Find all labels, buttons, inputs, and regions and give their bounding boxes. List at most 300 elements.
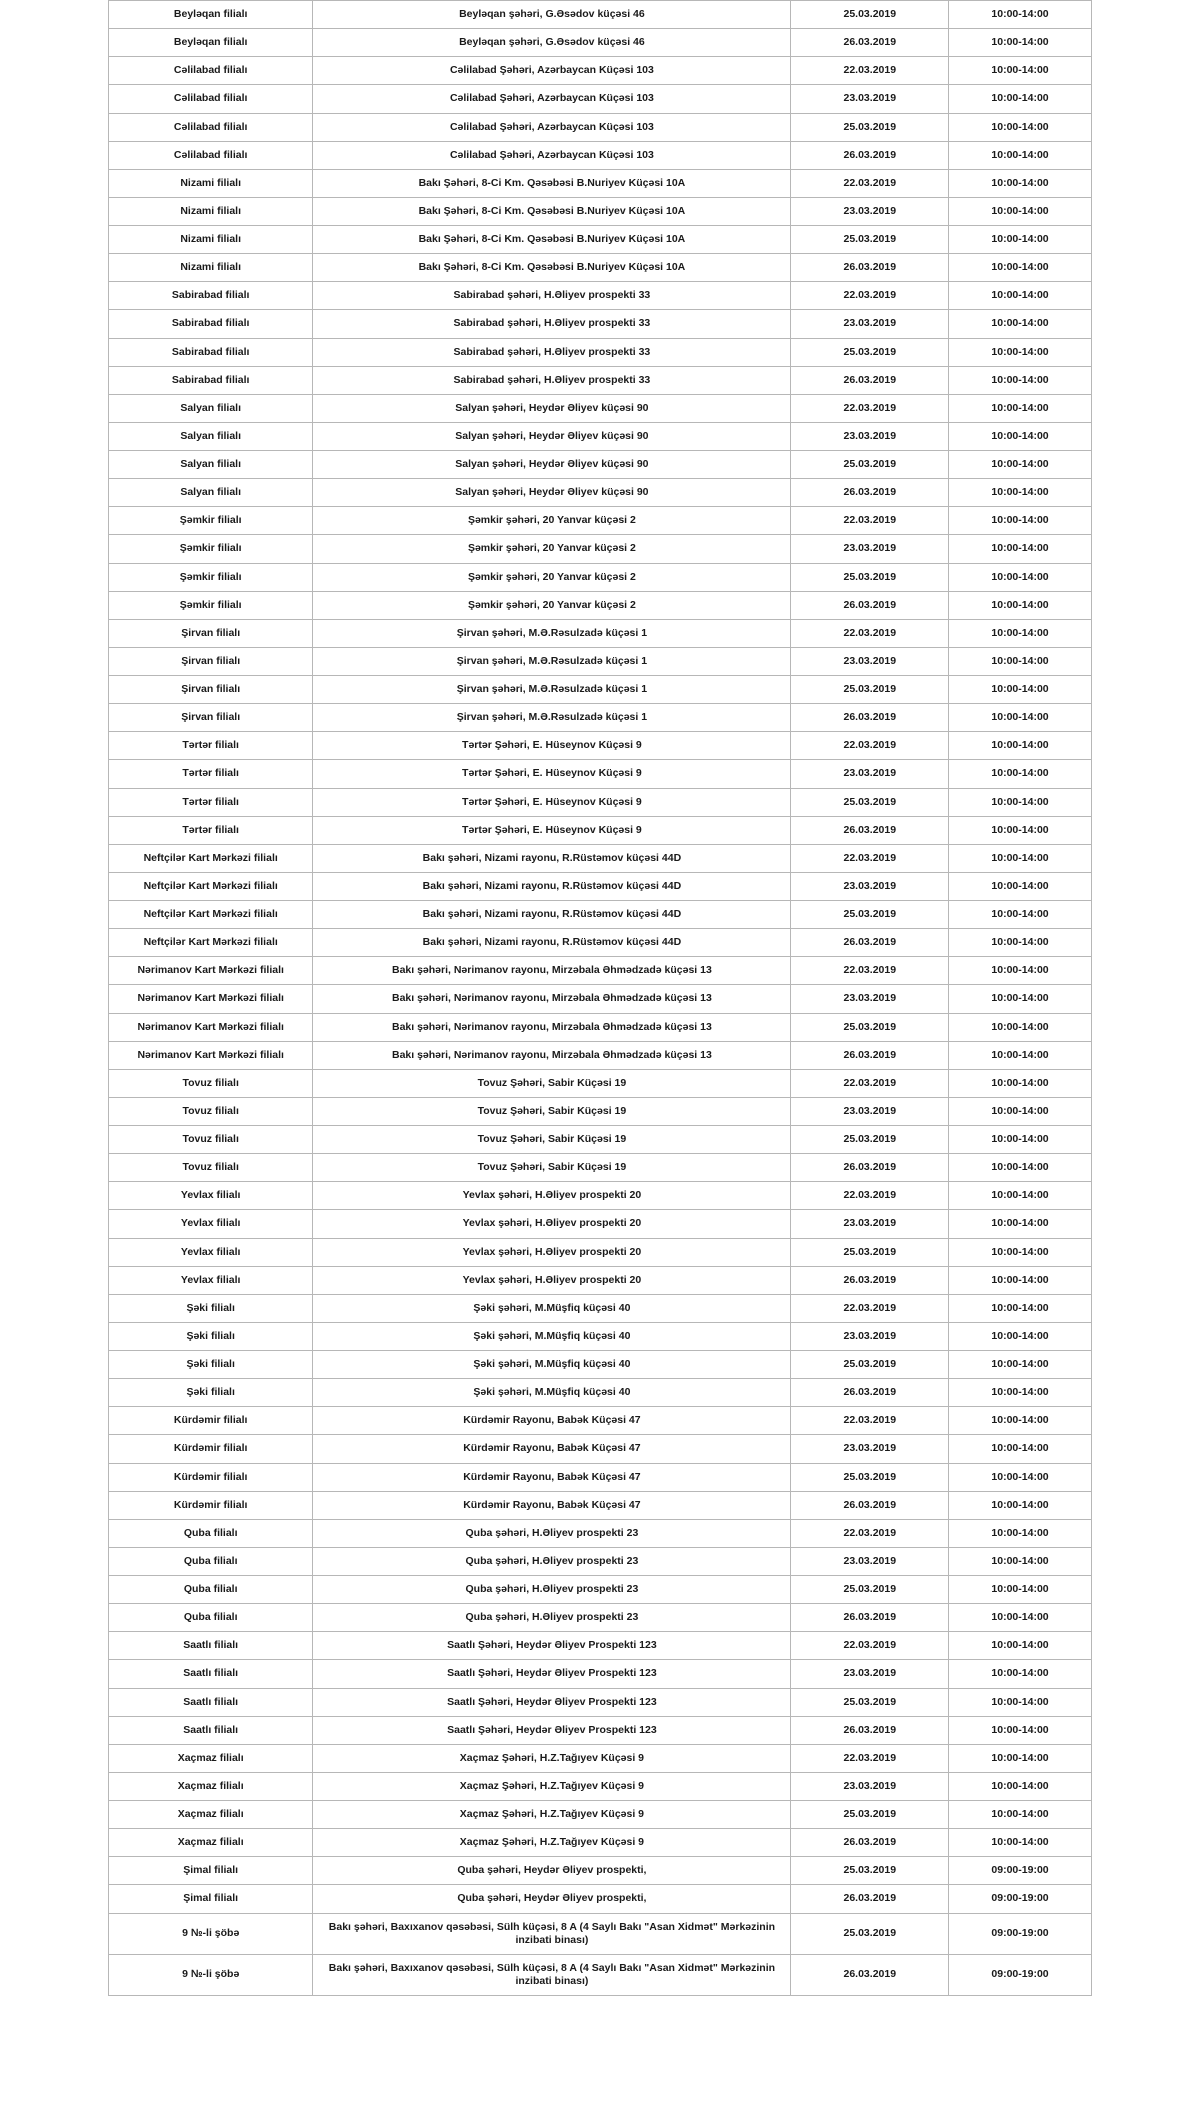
cell-branch-address: Şirvan şəhəri, M.Ə.Rəsulzadə küçəsi 1 bbox=[313, 676, 791, 704]
cell-branch-address: Tovuz Şəhəri, Sabir Küçəsi 19 bbox=[313, 1097, 791, 1125]
table-row bbox=[109, 1379, 1092, 1407]
cell-branch-name: Salyan filialı bbox=[109, 479, 313, 507]
cell-branch-name: Sabirabad filialı bbox=[109, 338, 313, 366]
cell-time: 10:00-14:00 bbox=[949, 929, 1092, 957]
table-row bbox=[109, 507, 1092, 535]
cell-branch-name: Tovuz filialı bbox=[109, 1126, 313, 1154]
cell-date: 26.03.2019 bbox=[791, 816, 949, 844]
cell-date: 25.03.2019 bbox=[791, 338, 949, 366]
cell-branch-address: Sabirabad şəhəri, H.Əliyev prospekti 33 bbox=[313, 366, 791, 394]
cell-branch-address: Tovuz Şəhəri, Sabir Küçəsi 19 bbox=[313, 1069, 791, 1097]
cell-branch-address: Beyləqan şəhəri, G.Əsədov küçəsi 46 bbox=[313, 29, 791, 57]
cell-date: 25.03.2019 bbox=[791, 113, 949, 141]
cell-date: 25.03.2019 bbox=[791, 226, 949, 254]
cell-branch-address: Kürdəmir Rayonu, Babək Küçəsi 47 bbox=[313, 1407, 791, 1435]
cell-branch-address: Bakı Şəhəri, 8-Ci Km. Qəsəbəsi B.Nuriyev Küçəsi 10A bbox=[313, 226, 791, 254]
cell-branch-name: 9 №-li şöbə bbox=[109, 1913, 313, 1954]
cell-time: 10:00-14:00 bbox=[949, 901, 1092, 929]
cell-branch-address: Şəmkir şəhəri, 20 Yanvar küçəsi 2 bbox=[313, 563, 791, 591]
cell-time: 10:00-14:00 bbox=[949, 1491, 1092, 1519]
cell-time: 10:00-14:00 bbox=[949, 788, 1092, 816]
cell-time: 10:00-14:00 bbox=[949, 1801, 1092, 1829]
cell-date: 23.03.2019 bbox=[791, 422, 949, 450]
cell-date: 22.03.2019 bbox=[791, 394, 949, 422]
cell-branch-name: 9 №-li şöbə bbox=[109, 1954, 313, 1995]
cell-time: 09:00-19:00 bbox=[949, 1954, 1092, 1995]
cell-branch-name: Quba filialı bbox=[109, 1547, 313, 1575]
cell-time: 10:00-14:00 bbox=[949, 85, 1092, 113]
cell-branch-name: Neftçilər Kart Mərkəzi filialı bbox=[109, 901, 313, 929]
cell-time: 10:00-14:00 bbox=[949, 676, 1092, 704]
table-row bbox=[109, 1576, 1092, 1604]
cell-date: 22.03.2019 bbox=[791, 1744, 949, 1772]
cell-date: 26.03.2019 bbox=[791, 1379, 949, 1407]
table-row bbox=[109, 1829, 1092, 1857]
table-row bbox=[109, 1182, 1092, 1210]
cell-time: 10:00-14:00 bbox=[949, 844, 1092, 872]
cell-branch-address: Sabirabad şəhəri, H.Əliyev prospekti 33 bbox=[313, 282, 791, 310]
cell-branch-name: Şəki filialı bbox=[109, 1351, 313, 1379]
table-row bbox=[109, 872, 1092, 900]
table-row bbox=[109, 760, 1092, 788]
table-row bbox=[109, 1407, 1092, 1435]
cell-branch-name: Beyləqan filialı bbox=[109, 29, 313, 57]
cell-date: 23.03.2019 bbox=[791, 1210, 949, 1238]
table-row bbox=[109, 1041, 1092, 1069]
cell-branch-name: Saatlı filialı bbox=[109, 1632, 313, 1660]
cell-date: 23.03.2019 bbox=[791, 535, 949, 563]
table-row bbox=[109, 422, 1092, 450]
cell-date: 26.03.2019 bbox=[791, 1604, 949, 1632]
cell-branch-name: Nərimanov Kart Mərkəzi filialı bbox=[109, 985, 313, 1013]
cell-branch-name: Yevlax filialı bbox=[109, 1182, 313, 1210]
cell-branch-address: Kürdəmir Rayonu, Babək Küçəsi 47 bbox=[313, 1435, 791, 1463]
cell-branch-address: Quba şəhəri, H.Əliyev prospekti 23 bbox=[313, 1519, 791, 1547]
cell-time: 10:00-14:00 bbox=[949, 1772, 1092, 1800]
cell-branch-address: Xaçmaz Şəhəri, H.Z.Tağıyev Küçəsi 9 bbox=[313, 1744, 791, 1772]
cell-branch-address: Yevlax şəhəri, H.Əliyev prospekti 20 bbox=[313, 1238, 791, 1266]
cell-branch-address: Saatlı Şəhəri, Heydər Əliyev Prospekti 123 bbox=[313, 1716, 791, 1744]
cell-date: 25.03.2019 bbox=[791, 1, 949, 29]
cell-time: 10:00-14:00 bbox=[949, 1632, 1092, 1660]
cell-branch-name: Şəki filialı bbox=[109, 1322, 313, 1350]
cell-branch-name: Xaçmaz filialı bbox=[109, 1829, 313, 1857]
table-row bbox=[109, 1013, 1092, 1041]
table-row bbox=[109, 901, 1092, 929]
cell-branch-address: Tərtər Şəhəri, E. Hüseynov Küçəsi 9 bbox=[313, 732, 791, 760]
cell-time: 10:00-14:00 bbox=[949, 282, 1092, 310]
table-row bbox=[109, 113, 1092, 141]
cell-time: 10:00-14:00 bbox=[949, 591, 1092, 619]
table-row bbox=[109, 479, 1092, 507]
cell-branch-name: Saatlı filialı bbox=[109, 1688, 313, 1716]
table-row bbox=[109, 1154, 1092, 1182]
cell-branch-address: Xaçmaz Şəhəri, H.Z.Tağıyev Küçəsi 9 bbox=[313, 1829, 791, 1857]
cell-time: 10:00-14:00 bbox=[949, 1407, 1092, 1435]
cell-branch-address: Quba şəhəri, Heydər Əliyev prospekti, bbox=[313, 1885, 791, 1913]
cell-branch-address: Şəmkir şəhəri, 20 Yanvar küçəsi 2 bbox=[313, 591, 791, 619]
cell-date: 26.03.2019 bbox=[791, 1491, 949, 1519]
cell-date: 25.03.2019 bbox=[791, 901, 949, 929]
cell-branch-address: Bakı şəhəri, Nizami rayonu, R.Rüstəmov küçəsi 44D bbox=[313, 901, 791, 929]
cell-branch-name: Saatlı filialı bbox=[109, 1660, 313, 1688]
cell-time: 10:00-14:00 bbox=[949, 310, 1092, 338]
cell-time: 10:00-14:00 bbox=[949, 113, 1092, 141]
cell-time: 10:00-14:00 bbox=[949, 1435, 1092, 1463]
cell-branch-address: Şəki şəhəri, M.Müşfiq küçəsi 40 bbox=[313, 1322, 791, 1350]
cell-branch-address: Bakı şəhəri, Nərimanov rayonu, Mirzəbala Əhmədzadə küçəsi 13 bbox=[313, 1041, 791, 1069]
cell-branch-address: Yevlax şəhəri, H.Əliyev prospekti 20 bbox=[313, 1266, 791, 1294]
cell-date: 23.03.2019 bbox=[791, 310, 949, 338]
cell-date: 25.03.2019 bbox=[791, 1688, 949, 1716]
cell-time: 10:00-14:00 bbox=[949, 169, 1092, 197]
cell-time: 10:00-14:00 bbox=[949, 141, 1092, 169]
table-row bbox=[109, 619, 1092, 647]
cell-time: 10:00-14:00 bbox=[949, 507, 1092, 535]
cell-branch-name: Nərimanov Kart Mərkəzi filialı bbox=[109, 957, 313, 985]
cell-time: 09:00-19:00 bbox=[949, 1885, 1092, 1913]
cell-branch-name: Xaçmaz filialı bbox=[109, 1772, 313, 1800]
cell-date: 25.03.2019 bbox=[791, 451, 949, 479]
cell-date: 26.03.2019 bbox=[791, 1885, 949, 1913]
table-row bbox=[109, 85, 1092, 113]
cell-branch-address: Xaçmaz Şəhəri, H.Z.Tağıyev Küçəsi 9 bbox=[313, 1772, 791, 1800]
cell-branch-name: Sabirabad filialı bbox=[109, 366, 313, 394]
table-row bbox=[109, 57, 1092, 85]
cell-branch-address: Bakı şəhəri, Nərimanov rayonu, Mirzəbala Əhmədzadə küçəsi 13 bbox=[313, 985, 791, 1013]
cell-branch-address: Sabirabad şəhəri, H.Əliyev prospekti 33 bbox=[313, 310, 791, 338]
cell-time: 10:00-14:00 bbox=[949, 366, 1092, 394]
cell-branch-address: Salyan şəhəri, Heydər Əliyev küçəsi 90 bbox=[313, 394, 791, 422]
table-row bbox=[109, 957, 1092, 985]
cell-branch-name: Sabirabad filialı bbox=[109, 310, 313, 338]
cell-time: 10:00-14:00 bbox=[949, 619, 1092, 647]
table-row bbox=[109, 1772, 1092, 1800]
cell-branch-address: Şirvan şəhəri, M.Ə.Rəsulzadə küçəsi 1 bbox=[313, 619, 791, 647]
cell-branch-name: Tərtər filialı bbox=[109, 732, 313, 760]
cell-branch-name: Quba filialı bbox=[109, 1519, 313, 1547]
cell-date: 26.03.2019 bbox=[791, 1829, 949, 1857]
cell-branch-name: Beyləqan filialı bbox=[109, 1, 313, 29]
cell-date: 26.03.2019 bbox=[791, 1716, 949, 1744]
table-row bbox=[109, 1463, 1092, 1491]
cell-date: 26.03.2019 bbox=[791, 366, 949, 394]
table-row bbox=[109, 226, 1092, 254]
cell-time: 10:00-14:00 bbox=[949, 1660, 1092, 1688]
cell-time: 10:00-14:00 bbox=[949, 1182, 1092, 1210]
table-row bbox=[109, 591, 1092, 619]
table-row bbox=[109, 1238, 1092, 1266]
cell-branch-name: Nizami filialı bbox=[109, 226, 313, 254]
cell-date: 26.03.2019 bbox=[791, 1266, 949, 1294]
cell-date: 25.03.2019 bbox=[791, 1913, 949, 1954]
table-row bbox=[109, 563, 1092, 591]
cell-time: 09:00-19:00 bbox=[949, 1913, 1092, 1954]
table-row bbox=[109, 1885, 1092, 1913]
table-row bbox=[109, 394, 1092, 422]
cell-branch-name: Şirvan filialı bbox=[109, 676, 313, 704]
cell-time: 10:00-14:00 bbox=[949, 451, 1092, 479]
cell-branch-address: Cəlilabad Şəhəri, Azərbaycan Küçəsi 103 bbox=[313, 141, 791, 169]
cell-branch-name: Şəki filialı bbox=[109, 1379, 313, 1407]
table-row bbox=[109, 844, 1092, 872]
cell-date: 25.03.2019 bbox=[791, 1463, 949, 1491]
table-row bbox=[109, 1435, 1092, 1463]
cell-time: 10:00-14:00 bbox=[949, 1294, 1092, 1322]
cell-branch-name: Cəlilabad filialı bbox=[109, 85, 313, 113]
cell-branch-address: Bakı şəhəri, Nərimanov rayonu, Mirzəbala Əhmədzadə küçəsi 13 bbox=[313, 957, 791, 985]
cell-branch-name: Şəmkir filialı bbox=[109, 507, 313, 535]
cell-time: 10:00-14:00 bbox=[949, 760, 1092, 788]
cell-time: 10:00-14:00 bbox=[949, 1716, 1092, 1744]
cell-branch-name: Tərtər filialı bbox=[109, 816, 313, 844]
cell-date: 23.03.2019 bbox=[791, 1435, 949, 1463]
table-row bbox=[109, 1857, 1092, 1885]
cell-time: 10:00-14:00 bbox=[949, 872, 1092, 900]
table-row bbox=[109, 1069, 1092, 1097]
cell-date: 26.03.2019 bbox=[791, 929, 949, 957]
cell-date: 22.03.2019 bbox=[791, 1632, 949, 1660]
cell-date: 23.03.2019 bbox=[791, 85, 949, 113]
cell-time: 10:00-14:00 bbox=[949, 1547, 1092, 1575]
table-row bbox=[109, 985, 1092, 1013]
cell-branch-name: Tərtər filialı bbox=[109, 788, 313, 816]
cell-time: 10:00-14:00 bbox=[949, 1210, 1092, 1238]
cell-date: 26.03.2019 bbox=[791, 254, 949, 282]
cell-time: 10:00-14:00 bbox=[949, 1154, 1092, 1182]
cell-branch-name: Nizami filialı bbox=[109, 254, 313, 282]
cell-branch-address: Tovuz Şəhəri, Sabir Küçəsi 19 bbox=[313, 1154, 791, 1182]
cell-branch-address: Şəki şəhəri, M.Müşfiq küçəsi 40 bbox=[313, 1379, 791, 1407]
cell-date: 25.03.2019 bbox=[791, 563, 949, 591]
table-row bbox=[109, 1294, 1092, 1322]
cell-branch-address: Cəlilabad Şəhəri, Azərbaycan Küçəsi 103 bbox=[313, 85, 791, 113]
cell-branch-address: Bakı şəhəri, Nərimanov rayonu, Mirzəbala Əhmədzadə küçəsi 13 bbox=[313, 1013, 791, 1041]
cell-branch-address: Tovuz Şəhəri, Sabir Küçəsi 19 bbox=[313, 1126, 791, 1154]
cell-branch-address: Şəmkir şəhəri, 20 Yanvar küçəsi 2 bbox=[313, 507, 791, 535]
cell-date: 25.03.2019 bbox=[791, 1126, 949, 1154]
table-row bbox=[109, 1913, 1092, 1954]
cell-date: 22.03.2019 bbox=[791, 1182, 949, 1210]
table-row bbox=[109, 1266, 1092, 1294]
cell-date: 23.03.2019 bbox=[791, 1097, 949, 1125]
cell-time: 10:00-14:00 bbox=[949, 1829, 1092, 1857]
cell-date: 26.03.2019 bbox=[791, 1154, 949, 1182]
cell-time: 10:00-14:00 bbox=[949, 1379, 1092, 1407]
cell-branch-address: Quba şəhəri, Heydər Əliyev prospekti, bbox=[313, 1857, 791, 1885]
cell-time: 10:00-14:00 bbox=[949, 816, 1092, 844]
table-row bbox=[109, 676, 1092, 704]
cell-branch-address: Bakı Şəhəri, 8-Ci Km. Qəsəbəsi B.Nuriyev Küçəsi 10A bbox=[313, 254, 791, 282]
cell-time: 10:00-14:00 bbox=[949, 985, 1092, 1013]
table-row bbox=[109, 732, 1092, 760]
cell-time: 10:00-14:00 bbox=[949, 1519, 1092, 1547]
table-row bbox=[109, 929, 1092, 957]
cell-branch-name: Neftçilər Kart Mərkəzi filialı bbox=[109, 929, 313, 957]
cell-branch-name: Tovuz filialı bbox=[109, 1069, 313, 1097]
cell-date: 22.03.2019 bbox=[791, 1294, 949, 1322]
cell-branch-name: Salyan filialı bbox=[109, 422, 313, 450]
cell-time: 10:00-14:00 bbox=[949, 647, 1092, 675]
cell-branch-address: Yevlax şəhəri, H.Əliyev prospekti 20 bbox=[313, 1210, 791, 1238]
cell-date: 23.03.2019 bbox=[791, 760, 949, 788]
cell-branch-address: Xaçmaz Şəhəri, H.Z.Tağıyev Küçəsi 9 bbox=[313, 1801, 791, 1829]
cell-date: 23.03.2019 bbox=[791, 197, 949, 225]
cell-time: 10:00-14:00 bbox=[949, 563, 1092, 591]
cell-branch-address: Bakı şəhəri, Baxıxanov qəsəbəsi, Sülh küçəsi, 8 A (4 Saylı Bakı "Asan Xidmət" Mərkəzinin inzibati binası) bbox=[313, 1913, 791, 1954]
cell-date: 22.03.2019 bbox=[791, 169, 949, 197]
cell-branch-address: Quba şəhəri, H.Əliyev prospekti 23 bbox=[313, 1576, 791, 1604]
cell-date: 23.03.2019 bbox=[791, 1547, 949, 1575]
cell-time: 10:00-14:00 bbox=[949, 1238, 1092, 1266]
cell-branch-name: Şəmkir filialı bbox=[109, 563, 313, 591]
table-row bbox=[109, 1632, 1092, 1660]
cell-date: 22.03.2019 bbox=[791, 1407, 949, 1435]
cell-date: 25.03.2019 bbox=[791, 1351, 949, 1379]
cell-date: 26.03.2019 bbox=[791, 29, 949, 57]
cell-branch-address: Cəlilabad Şəhəri, Azərbaycan Küçəsi 103 bbox=[313, 57, 791, 85]
cell-branch-name: Kürdəmir filialı bbox=[109, 1407, 313, 1435]
cell-time: 10:00-14:00 bbox=[949, 57, 1092, 85]
cell-branch-address: Saatlı Şəhəri, Heydər Əliyev Prospekti 123 bbox=[313, 1632, 791, 1660]
cell-time: 10:00-14:00 bbox=[949, 1744, 1092, 1772]
cell-branch-address: Cəlilabad Şəhəri, Azərbaycan Küçəsi 103 bbox=[313, 113, 791, 141]
cell-branch-name: Şəki filialı bbox=[109, 1294, 313, 1322]
cell-branch-name: Kürdəmir filialı bbox=[109, 1463, 313, 1491]
cell-branch-name: Neftçilər Kart Mərkəzi filialı bbox=[109, 872, 313, 900]
cell-date: 23.03.2019 bbox=[791, 985, 949, 1013]
cell-date: 26.03.2019 bbox=[791, 141, 949, 169]
table-row bbox=[109, 141, 1092, 169]
branch-schedule-table bbox=[108, 0, 1092, 1996]
cell-branch-address: Salyan şəhəri, Heydər Əliyev küçəsi 90 bbox=[313, 451, 791, 479]
cell-branch-name: Cəlilabad filialı bbox=[109, 57, 313, 85]
cell-time: 10:00-14:00 bbox=[949, 957, 1092, 985]
cell-date: 22.03.2019 bbox=[791, 57, 949, 85]
cell-branch-name: Şəmkir filialı bbox=[109, 591, 313, 619]
table-row bbox=[109, 1, 1092, 29]
cell-branch-address: Şəmkir şəhəri, 20 Yanvar küçəsi 2 bbox=[313, 535, 791, 563]
cell-time: 10:00-14:00 bbox=[949, 1463, 1092, 1491]
table-row bbox=[109, 1604, 1092, 1632]
cell-branch-name: Şirvan filialı bbox=[109, 619, 313, 647]
cell-branch-address: Quba şəhəri, H.Əliyev prospekti 23 bbox=[313, 1604, 791, 1632]
table-row bbox=[109, 1126, 1092, 1154]
table-row bbox=[109, 1351, 1092, 1379]
cell-branch-name: Cəlilabad filialı bbox=[109, 141, 313, 169]
cell-branch-name: Salyan filialı bbox=[109, 394, 313, 422]
table-row bbox=[109, 1744, 1092, 1772]
cell-branch-address: Tərtər Şəhəri, E. Hüseynov Küçəsi 9 bbox=[313, 760, 791, 788]
cell-date: 23.03.2019 bbox=[791, 1772, 949, 1800]
cell-branch-name: Yevlax filialı bbox=[109, 1210, 313, 1238]
table-row bbox=[109, 1210, 1092, 1238]
cell-time: 10:00-14:00 bbox=[949, 338, 1092, 366]
cell-branch-name: Nizami filialı bbox=[109, 169, 313, 197]
cell-branch-address: Bakı şəhəri, Baxıxanov qəsəbəsi, Sülh küçəsi, 8 A (4 Saylı Bakı "Asan Xidmət" Mərkəzinin inzibati binası) bbox=[313, 1954, 791, 1995]
cell-branch-name: Neftçilər Kart Mərkəzi filialı bbox=[109, 844, 313, 872]
cell-branch-name: Tovuz filialı bbox=[109, 1097, 313, 1125]
cell-branch-address: Bakı şəhəri, Nizami rayonu, R.Rüstəmov küçəsi 44D bbox=[313, 872, 791, 900]
cell-time: 10:00-14:00 bbox=[949, 1, 1092, 29]
cell-branch-name: Nərimanov Kart Mərkəzi filialı bbox=[109, 1041, 313, 1069]
cell-date: 25.03.2019 bbox=[791, 1238, 949, 1266]
table-row bbox=[109, 197, 1092, 225]
cell-date: 22.03.2019 bbox=[791, 844, 949, 872]
cell-branch-name: Tərtər filialı bbox=[109, 760, 313, 788]
cell-date: 25.03.2019 bbox=[791, 788, 949, 816]
cell-time: 10:00-14:00 bbox=[949, 1604, 1092, 1632]
cell-branch-address: Bakı şəhəri, Nizami rayonu, R.Rüstəmov küçəsi 44D bbox=[313, 929, 791, 957]
cell-branch-address: Şəki şəhəri, M.Müşfiq küçəsi 40 bbox=[313, 1351, 791, 1379]
cell-branch-name: Yevlax filialı bbox=[109, 1238, 313, 1266]
cell-branch-address: Şirvan şəhəri, M.Ə.Rəsulzadə küçəsi 1 bbox=[313, 647, 791, 675]
cell-branch-address: Salyan şəhəri, Heydər Əliyev küçəsi 90 bbox=[313, 422, 791, 450]
cell-time: 10:00-14:00 bbox=[949, 732, 1092, 760]
cell-date: 25.03.2019 bbox=[791, 676, 949, 704]
table-row bbox=[109, 816, 1092, 844]
table-row bbox=[109, 1954, 1092, 1995]
cell-time: 10:00-14:00 bbox=[949, 1069, 1092, 1097]
cell-branch-name: Quba filialı bbox=[109, 1576, 313, 1604]
table-row bbox=[109, 310, 1092, 338]
cell-branch-name: Kürdəmir filialı bbox=[109, 1491, 313, 1519]
cell-time: 10:00-14:00 bbox=[949, 704, 1092, 732]
cell-branch-name: Xaçmaz filialı bbox=[109, 1744, 313, 1772]
cell-branch-name: Şimal filialı bbox=[109, 1885, 313, 1913]
cell-time: 09:00-19:00 bbox=[949, 1857, 1092, 1885]
table-row bbox=[109, 788, 1092, 816]
table-row bbox=[109, 1097, 1092, 1125]
cell-branch-address: Bakı şəhəri, Nizami rayonu, R.Rüstəmov küçəsi 44D bbox=[313, 844, 791, 872]
cell-time: 10:00-14:00 bbox=[949, 1097, 1092, 1125]
cell-date: 25.03.2019 bbox=[791, 1013, 949, 1041]
cell-branch-address: Quba şəhəri, H.Əliyev prospekti 23 bbox=[313, 1547, 791, 1575]
cell-time: 10:00-14:00 bbox=[949, 1013, 1092, 1041]
cell-branch-address: Beyləqan şəhəri, G.Əsədov küçəsi 46 bbox=[313, 1, 791, 29]
cell-branch-name: Şirvan filialı bbox=[109, 704, 313, 732]
cell-branch-name: Şirvan filialı bbox=[109, 647, 313, 675]
cell-time: 10:00-14:00 bbox=[949, 1351, 1092, 1379]
cell-time: 10:00-14:00 bbox=[949, 1322, 1092, 1350]
cell-branch-address: Yevlax şəhəri, H.Əliyev prospekti 20 bbox=[313, 1182, 791, 1210]
cell-date: 25.03.2019 bbox=[791, 1857, 949, 1885]
cell-time: 10:00-14:00 bbox=[949, 479, 1092, 507]
table-row bbox=[109, 647, 1092, 675]
cell-branch-address: Şirvan şəhəri, M.Ə.Rəsulzadə küçəsi 1 bbox=[313, 704, 791, 732]
cell-time: 10:00-14:00 bbox=[949, 1688, 1092, 1716]
cell-date: 26.03.2019 bbox=[791, 479, 949, 507]
cell-branch-name: Cəlilabad filialı bbox=[109, 113, 313, 141]
cell-branch-name: Quba filialı bbox=[109, 1604, 313, 1632]
table-row bbox=[109, 535, 1092, 563]
table-row bbox=[109, 1519, 1092, 1547]
table-row bbox=[109, 1688, 1092, 1716]
cell-time: 10:00-14:00 bbox=[949, 1266, 1092, 1294]
cell-branch-name: Sabirabad filialı bbox=[109, 282, 313, 310]
cell-date: 26.03.2019 bbox=[791, 591, 949, 619]
cell-branch-address: Tərtər Şəhəri, E. Hüseynov Küçəsi 9 bbox=[313, 816, 791, 844]
cell-date: 22.03.2019 bbox=[791, 732, 949, 760]
cell-time: 10:00-14:00 bbox=[949, 254, 1092, 282]
table-row bbox=[109, 1547, 1092, 1575]
cell-time: 10:00-14:00 bbox=[949, 197, 1092, 225]
cell-date: 23.03.2019 bbox=[791, 647, 949, 675]
cell-time: 10:00-14:00 bbox=[949, 394, 1092, 422]
cell-branch-name: Şimal filialı bbox=[109, 1857, 313, 1885]
cell-time: 10:00-14:00 bbox=[949, 29, 1092, 57]
cell-date: 23.03.2019 bbox=[791, 1322, 949, 1350]
